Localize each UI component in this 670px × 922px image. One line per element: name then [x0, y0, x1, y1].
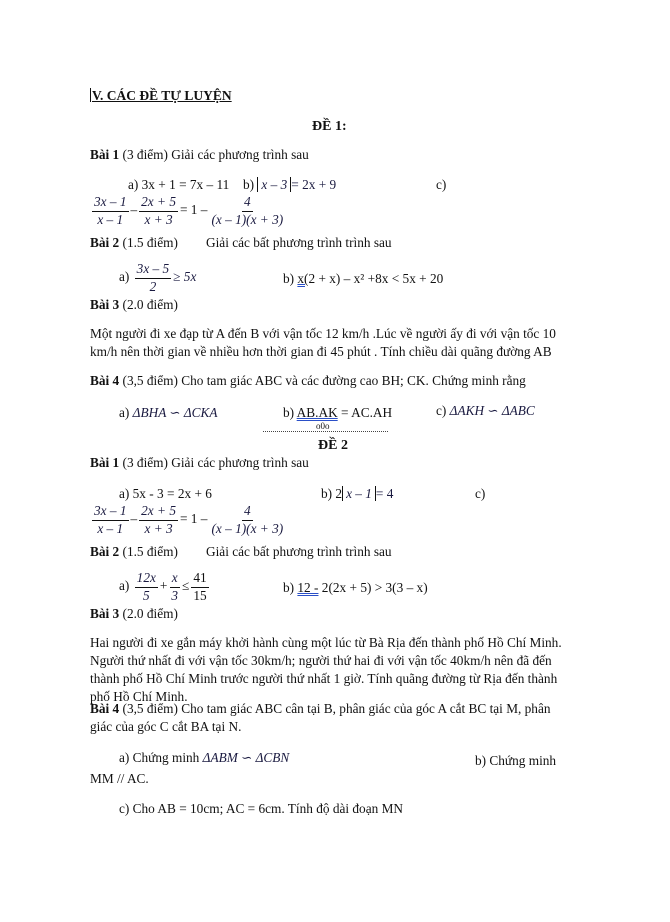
exam1-bai1-heading: Bài 1 (3 điểm) Giải các phương trình sau — [90, 147, 309, 162]
exam2-bai1-c-equation: $\frac{3x - 1}{x - 1}$ – $\frac{2x + 5}{x + 3}$ = 1 – $\frac{4}{(x - 1)(x + 3)}$ — [94, 503, 284, 536]
exam2-bai1-c-label: c) — [475, 486, 486, 501]
exam1-bai2-desc: Giải các bất phương trình trình sau — [206, 235, 392, 250]
exam1-bai2-a: a) $\frac{3x - 5}{2}$ ≥ 5x — [119, 261, 197, 294]
exam1-bai1-c-equation: $\frac{3x - 1}{x - 1}$ – $\frac{2x + 5}{x + 3}$ = 1 – $\frac{4}{(x - 1)(x + 3)}$ — [94, 194, 284, 227]
exam2-bai1-a: a) 5x - 3 = 2x + 6 — [119, 486, 212, 501]
separator-line — [263, 431, 388, 432]
exam2-bai4-b: b) Chứng minh — [475, 753, 557, 768]
exam2-bai3-text: Hai người đi xe gắn máy khởi hành cùng một lúc từ Bà Rịa đến thành phố Hồ Chí Minh. Người thứ nhất đi với vận tốc 30km/h; người thứ hai đi với vận tốc 40km/h nên đã đến thành phố Hồ Chí Minh trước người thứ nhất 1 giờ. Tính quãng đường từ Rịa đến thành phố Hồ Chí Minh. — [90, 635, 562, 704]
exam-2-heading: ĐỀ 2 — [318, 438, 348, 453]
exam1-bai4-c: c) ΔAKH ∽ ΔABC — [436, 403, 535, 418]
exam2-bai4-b-cont: MM // AC. — [90, 771, 149, 786]
exam1-bai4-heading: Bài 4 (3,5 điểm) Cho tam giác ABC và các đường cao BH; CK. Chứng minh rằng — [90, 373, 526, 388]
exam2-bai3-heading: Bài 3 (2.0 điểm) — [90, 606, 178, 621]
exam1-bai3-text: Một người đi xe đạp từ A đến B với vận tốc 12 km/h .Lúc về người ấy đi với vận tốc 10 km/h nên thời gian về nhiều hơn thời gian đi 45 phút . Tính chiều dài quãng đường AB — [90, 326, 556, 359]
exam2-bai2-a: a) $\frac{12x}{5}$ + $\frac{x}{3}$ ≤ $\frac{41}{15}$ — [119, 570, 207, 603]
exam1-bai3-heading: Bài 3 (2.0 điểm) — [90, 297, 178, 312]
exam2-bai4-a: a) Chứng minh ΔABM ∽ ΔCBN — [119, 750, 290, 765]
exam-1-heading: ĐỀ 1: — [312, 119, 347, 134]
exam2-bai4-heading: Bài 4 (3,5 điểm) Cho tam giác ABC cân tại B, phân giác của góc A cắt BC tại M, phân giác của góc C cắt BA tại N. — [90, 701, 551, 734]
exam1-bai4-a: a) ΔBHA ∽ ΔCKA — [119, 405, 218, 420]
exam2-bai2-heading: Bài 2 (1.5 điểm) — [90, 544, 178, 559]
exam2-bai1-b: b) 2 x – 1 = 4 — [321, 486, 394, 501]
section-title: V. CÁC ĐỀ TỰ LUYỆN — [92, 88, 232, 103]
exam1-bai1-b: b) x – 3 = 2x + 9 — [243, 177, 337, 192]
exam1-bai2-heading: Bài 2 (1.5 điểm) — [90, 235, 178, 250]
exam1-bai1-c-label: c) — [436, 177, 447, 192]
exam2-bai4-c: c) Cho AB = 10cm; AC = 6cm. Tính độ dài đoạn MN — [119, 801, 403, 816]
exam1-bai4-b: b) AB.AK = AC.AH — [283, 405, 393, 420]
exam2-bai2-b: b) 12 - 2(2x + 5) > 3(3 – x) — [283, 580, 428, 595]
exam1-bai2-b: b) x(2 + x) – x² +8x < 5x + 20 — [283, 271, 444, 286]
exam1-bai1-a: a) 3x + 1 = 7x – 11 — [128, 177, 230, 192]
separator-mark: o0o — [316, 421, 330, 431]
exam2-bai1-heading: Bài 1 (3 điểm) Giải các phương trình sau — [90, 455, 309, 470]
exam2-bai2-desc: Giải các bất phương trình trình sau — [206, 544, 392, 559]
